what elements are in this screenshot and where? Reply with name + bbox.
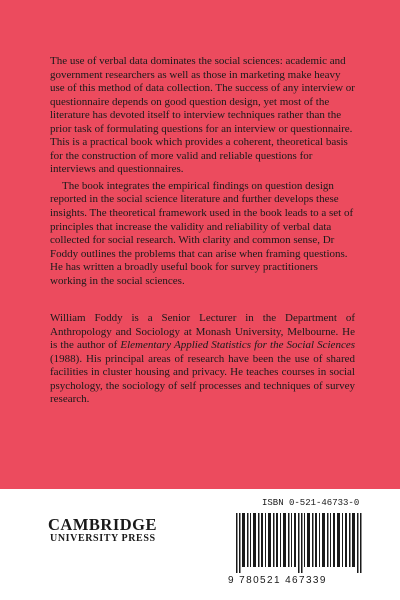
isbn-label: ISBN 0-521-46733-0 xyxy=(262,498,360,508)
barcode-icon xyxy=(236,513,364,573)
author-bio-text-start: William Foddy is a Senior Lecturer in the Department of Anthropology and Sociology at Monash University, Melbourne. He is the author of xyxy=(50,312,355,352)
blurb-section xyxy=(50,55,355,288)
publisher-logo xyxy=(48,516,157,545)
blurb-paragraph-1: The use of verbal data dominates the social sciences: academic and government researchers as well as those in marketing make heavy use of this method of data collection. The success of any interview or questionnaire depends on good question design, yet most of the literature has devoted itself to interview techniques rather than the prior task of formulating questions for an interview or questionnaire. This is a practical book which provides a coherent, theoretical basis for the construction of more valid and reliable questions for interviews and questionnaires. xyxy=(50,55,355,176)
publisher-name: CAMBRIDGE xyxy=(48,515,158,534)
author-previous-book-title: Elementary Applied Statistics for the Social Sciences xyxy=(120,339,355,352)
author-bio-text-end: (1988). His principal areas of research have been the use of shared facilities in cluster housing and privacy. He teaches courses in social psychology, the sociology of self processes and techniques of survey research. xyxy=(50,352,355,406)
blurb-paragraph-2: The book integrates the empirical findings on question design reported in the social science literature and further develops these insights. The theoretical framework used in the book leads to a set of principles that increase the validity and reliability of verbal data collected for social research. With clarity and common sense, Dr Foddy outlines the problems that can arise when framing questions. He has written a broadly useful book for survey practitioners working in the social sciences. xyxy=(50,179,354,287)
author-bio xyxy=(50,312,355,407)
publisher-subname: UNIVERSITY PRESS xyxy=(50,533,156,544)
barcode-digits: 9 780521 467339 xyxy=(228,575,327,586)
